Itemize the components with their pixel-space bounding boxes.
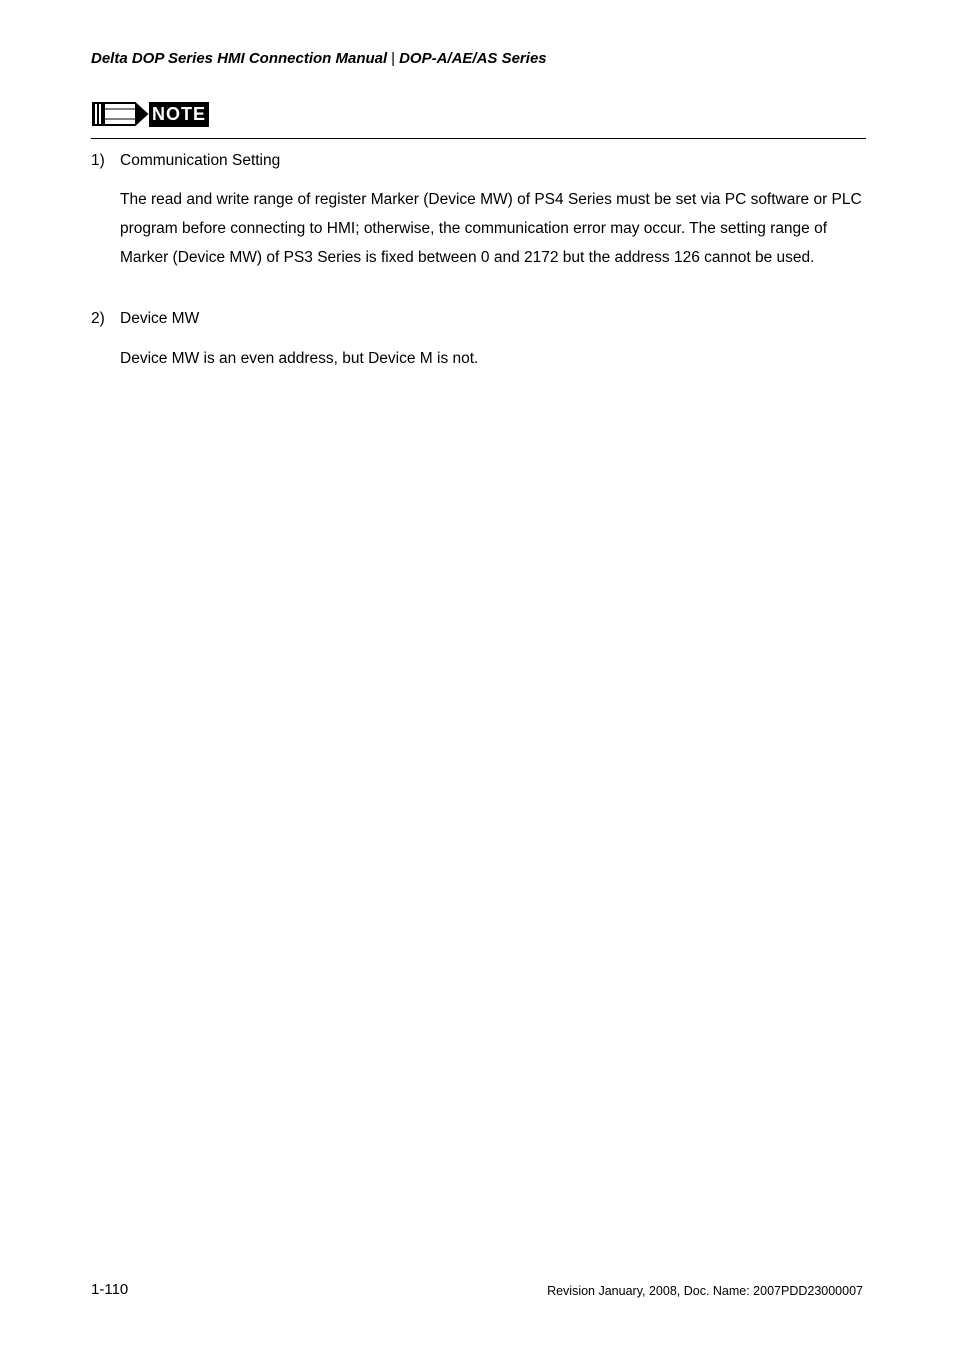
item-1-body: The read and write range of register Marker (Device MW) of PS4 Series must be set via PC software or PLC program before connecting to HMI; otherwise, the communication error may occur. The setting range of Marker (Device MW) of PS3 Series is fixed between 0 and 2172 but the address 126 cannot be used. (120, 191, 862, 266)
page-number: 1-110 (91, 1281, 129, 1298)
manual-title: Delta DOP Series HMI Connection Manual (91, 50, 388, 67)
item-2-title: Device MW (120, 310, 200, 327)
note-pencil-icon (91, 100, 151, 128)
header-rule (91, 138, 866, 139)
note-label: NOTE (149, 102, 209, 127)
item-2-number: 2) (91, 310, 105, 327)
item-1-heading (91, 152, 280, 170)
header-separator: | (391, 50, 396, 67)
item-1-number: 1) (91, 152, 105, 169)
item-2-heading (91, 310, 199, 328)
item-2-body: Device MW is an even address, but Device M is not. (120, 350, 479, 367)
series-name: DOP-A/AE/AS Series (399, 50, 547, 67)
page-header (91, 50, 547, 67)
item-1-title: Communication Setting (120, 152, 281, 169)
revision-info: Revision January, 2008, Doc. Name: 2007PDD23000007 (547, 1284, 863, 1298)
